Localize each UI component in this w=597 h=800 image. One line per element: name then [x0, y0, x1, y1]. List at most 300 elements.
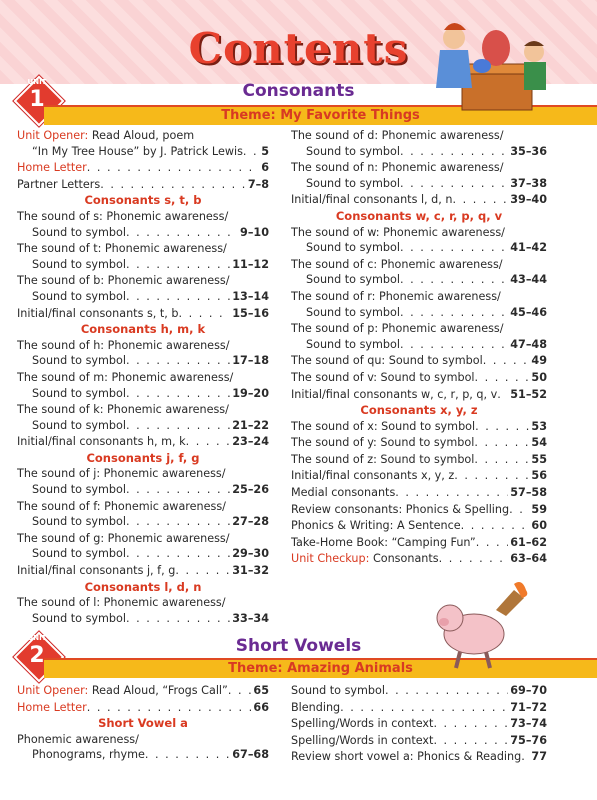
toc-entry	[17, 273, 269, 304]
toc-line	[291, 353, 547, 369]
page-number: 9–10	[240, 225, 269, 239]
toc-text	[291, 716, 433, 732]
toc-text	[291, 518, 461, 534]
toc-line	[291, 551, 547, 567]
page-number: 23–24	[232, 435, 269, 449]
toc-text	[306, 240, 400, 256]
toc-red-label: Unit Opener:	[17, 684, 89, 697]
toc-text	[17, 242, 227, 255]
page-number: 63–64	[510, 552, 547, 566]
toc-line-text: The sound of c: Phonemic awareness/	[291, 257, 503, 271]
toc-line	[291, 502, 547, 518]
toc-line	[17, 273, 269, 289]
unit-1-badge-number: 1	[29, 87, 45, 112]
section-heading: Consonants s, t, b	[84, 193, 202, 208]
toc-text	[17, 733, 139, 746]
toc-line	[17, 289, 269, 305]
toc-entry	[291, 370, 547, 386]
toc-text	[32, 225, 126, 241]
children-toy-chest-illustration	[432, 8, 557, 116]
toc-line	[291, 321, 547, 337]
dot-leader	[452, 192, 508, 208]
dot-leader	[433, 716, 508, 732]
dot-leader	[126, 225, 238, 241]
toc-line	[17, 128, 269, 144]
dot-leader	[400, 337, 508, 353]
toc-line-text: Read Aloud, “Frogs Call”	[91, 684, 228, 697]
toc-entry	[17, 306, 269, 322]
toc-line	[291, 733, 547, 749]
toc-line-text: Sound to symbol	[32, 354, 126, 368]
toc-entry	[291, 700, 547, 716]
toc-line-text: Take-Home Book: “Camping Fun”	[291, 535, 476, 549]
unit-2-badge-number: 2	[29, 643, 45, 668]
toc-line	[17, 160, 269, 176]
toc-line-text: Phonemic awareness/	[17, 732, 139, 746]
page-number: 51–52	[510, 387, 547, 401]
toc-text	[291, 749, 521, 765]
toc-entry	[17, 209, 269, 240]
toc-line-text: Sound to symbol	[306, 144, 400, 158]
toc-line-text: The sound of t: Phonemic awareness/	[17, 242, 227, 256]
dot-leader	[433, 733, 508, 749]
page-number: 55	[531, 452, 547, 466]
dot-leader	[340, 700, 508, 716]
toc-line	[291, 452, 547, 468]
page-number: 25–26	[232, 483, 269, 497]
toc-entry	[17, 499, 269, 530]
dot-leader	[126, 418, 230, 434]
page-number: 37–38	[510, 176, 547, 190]
page-number: 66	[253, 700, 269, 714]
toc-line-text: Sound to symbol	[32, 515, 126, 529]
toc-line	[291, 749, 547, 765]
dot-leader	[400, 240, 508, 256]
dot-leader	[126, 386, 230, 402]
toc-entry	[17, 128, 269, 159]
toc-line	[17, 353, 269, 369]
toc-text	[32, 482, 126, 498]
toc-text	[32, 747, 145, 763]
page-number: 41–42	[510, 241, 547, 255]
dot-leader	[179, 306, 231, 322]
toc-line	[291, 468, 547, 484]
dot-leader	[497, 387, 508, 403]
page-number: 49	[531, 354, 547, 368]
toc-line	[17, 611, 269, 627]
toc-line	[17, 546, 269, 562]
page-number: 35–36	[510, 144, 547, 158]
section-heading: Consonants l, d, n	[84, 579, 202, 594]
toc-line	[17, 563, 269, 579]
toc-entry	[17, 732, 269, 763]
toc-line	[291, 700, 547, 716]
toc-line	[17, 466, 269, 482]
toc-entry	[291, 353, 547, 369]
toc-line	[291, 435, 547, 451]
toc-line-text: Spelling/Words in context	[291, 717, 434, 731]
toc-line-text: Sound to symbol	[32, 257, 126, 271]
toc-line	[17, 386, 269, 402]
unit-2-right-column	[291, 683, 547, 766]
toc-text	[306, 144, 400, 160]
dot-leader	[400, 272, 508, 288]
toc-line	[17, 747, 269, 763]
toc-line	[291, 535, 547, 551]
toc-line	[17, 514, 269, 530]
toc-text	[17, 532, 230, 545]
toc-line-text: “In My Tree House” by J. Patrick Lewis	[32, 144, 243, 158]
toc-line	[17, 241, 269, 257]
section-heading: Short Vowel a	[98, 716, 188, 731]
toc-line-text: Sound to symbol	[32, 289, 126, 303]
toc-line	[17, 499, 269, 515]
toc-text	[17, 434, 186, 450]
page-number: 65	[253, 684, 269, 697]
toc-line-text: Sound to symbol	[306, 273, 400, 287]
toc-text	[291, 502, 509, 518]
toc-text	[32, 257, 126, 273]
dot-leader	[509, 502, 529, 518]
toc-line	[291, 192, 547, 208]
toc-line-text: The sound of x: Sound to symbol	[291, 419, 476, 433]
dot-leader	[100, 177, 246, 193]
toc-line	[17, 225, 269, 241]
dot-leader	[461, 518, 530, 534]
page-number: 27–28	[232, 515, 269, 529]
toc-text	[291, 322, 504, 335]
page-number: 13–14	[232, 289, 269, 303]
toc-line-text: Review consonants: Phonics & Spelling	[291, 502, 510, 516]
toc-text	[32, 611, 126, 627]
toc-line	[17, 257, 269, 273]
toc-line-text: Sound to symbol	[291, 684, 385, 697]
toc-entry	[17, 160, 269, 176]
toc-line-text: Blending	[291, 700, 341, 714]
dot-leader	[243, 144, 259, 160]
toc-line	[291, 485, 547, 501]
toc-text	[291, 161, 504, 174]
toc-line-text: The sound of s: Phonemic awareness/	[17, 209, 229, 223]
toc-text	[291, 551, 439, 567]
toc-line-text: Sound to symbol	[32, 418, 126, 432]
toc-line	[17, 370, 269, 386]
toc-line	[17, 418, 269, 434]
page-number: 31–32	[232, 564, 269, 578]
dot-leader	[475, 370, 530, 386]
dot-leader	[126, 514, 230, 530]
page-number: 75–76	[510, 733, 547, 747]
toc-line	[291, 272, 547, 288]
toc-text	[17, 563, 175, 579]
toc-text	[291, 683, 385, 699]
page-number: 45–46	[510, 305, 547, 319]
toc-line	[17, 144, 269, 160]
toc-entry	[291, 551, 547, 567]
toc-line-text: Initial/final consonants s, t, b	[17, 306, 179, 320]
dot-leader	[385, 683, 508, 699]
dot-leader	[126, 482, 230, 498]
toc-line-text: Sound to symbol	[306, 305, 400, 319]
toc-line-text: The sound of f: Phonemic awareness/	[17, 499, 226, 513]
page-number: 43–44	[510, 273, 547, 287]
toc-red-label: Unit Checkup:	[291, 552, 370, 566]
toc-text	[306, 176, 400, 192]
toc-text	[306, 305, 400, 321]
toc-line	[17, 177, 269, 193]
section-heading: Consonants j, f, g	[86, 450, 200, 465]
toc-text	[32, 514, 126, 530]
toc-text	[291, 353, 483, 369]
toc-text	[17, 700, 87, 716]
toc-text	[17, 160, 87, 176]
page-number: 29–30	[232, 547, 269, 561]
unit-1-badge-label: UNIT	[27, 78, 47, 86]
toc-line-text: The sound of w: Phonemic awareness/	[291, 225, 505, 239]
toc-red-label: Home Letter	[17, 700, 87, 714]
toc-line	[291, 289, 547, 305]
toc-line	[291, 240, 547, 256]
toc-line	[17, 402, 269, 418]
page-number: 69–70	[510, 684, 547, 697]
page-number: 53	[531, 419, 547, 433]
page-number: 56	[531, 469, 547, 483]
page-number: 19–20	[232, 386, 269, 400]
toc-entry	[291, 518, 547, 534]
toc-line	[291, 419, 547, 435]
toc-red-label: Unit Opener:	[17, 129, 89, 142]
toc-text	[306, 337, 400, 353]
page-number: 47–48	[510, 337, 547, 351]
toc-entry	[291, 160, 547, 191]
toc-line-text: Sound to symbol	[32, 225, 126, 239]
dot-leader	[126, 611, 230, 627]
pig-with-torch-illustration	[426, 582, 536, 672]
dot-leader	[439, 551, 509, 567]
toc-line	[291, 518, 547, 534]
toc-entry	[17, 370, 269, 401]
toc-line-text: The sound of g: Phonemic awareness/	[17, 531, 230, 545]
toc-line-text: Initial/final consonants j, f, g	[17, 564, 176, 578]
toc-entry	[291, 502, 547, 518]
toc-line	[291, 128, 547, 144]
dot-leader	[400, 176, 508, 192]
page-number: 7–8	[247, 177, 269, 191]
toc-text	[17, 371, 233, 384]
dot-leader	[476, 535, 509, 551]
dot-leader	[126, 353, 230, 369]
toc-entry	[291, 128, 547, 159]
page-number: 73–74	[510, 717, 547, 731]
toc-line-text: Consonants	[372, 552, 439, 566]
toc-entry	[17, 177, 269, 193]
toc-line	[17, 683, 269, 699]
toc-line	[17, 700, 269, 716]
toc-entry	[291, 225, 547, 256]
toc-entry	[17, 531, 269, 562]
toc-line	[291, 144, 547, 160]
dot-leader	[145, 747, 230, 763]
page-number: 15–16	[232, 306, 269, 320]
toc-entry	[17, 595, 269, 626]
toc-line-text: Review short vowel a: Phonics & Reading	[291, 750, 522, 764]
toc-line	[17, 482, 269, 498]
toc-text	[17, 339, 230, 352]
page-number: 57–58	[510, 486, 547, 500]
toc-line-text: Medial consonants	[291, 486, 396, 500]
toc-text	[17, 129, 194, 142]
toc-entry	[291, 452, 547, 468]
toc-line-text: Spelling/Words in context	[291, 733, 434, 747]
toc-entry	[291, 468, 547, 484]
toc-text	[17, 210, 228, 223]
dot-leader	[475, 419, 529, 435]
toc-line-text: The sound of p: Phonemic awareness/	[291, 322, 504, 336]
toc-entry	[17, 402, 269, 433]
toc-text	[291, 468, 454, 484]
dot-leader	[126, 289, 230, 305]
toc-text	[17, 683, 228, 699]
toc-line-text: The sound of n: Phonemic awareness/	[291, 161, 504, 175]
toc-text	[291, 700, 340, 716]
page-number: 39–40	[510, 193, 547, 207]
dot-leader	[483, 353, 530, 369]
toc-text	[17, 177, 100, 193]
unit-2-left-column	[17, 683, 269, 764]
toc-line-text: The sound of d: Phonemic awareness/	[291, 129, 504, 142]
dot-leader	[474, 435, 529, 451]
toc-line-text: The sound of l: Phonemic awareness/	[17, 596, 226, 610]
page-number: 71–72	[510, 700, 547, 714]
dot-leader	[395, 485, 508, 501]
page-title: Contents	[188, 24, 409, 73]
toc-text	[291, 485, 395, 501]
toc-line	[17, 209, 269, 225]
toc-line-text: Sound to symbol	[32, 483, 126, 497]
toc-line-text: The sound of m: Phonemic awareness/	[17, 370, 234, 384]
toc-text	[17, 500, 226, 513]
toc-line-text: Sound to symbol	[306, 337, 400, 351]
toc-line	[291, 176, 547, 192]
toc-text	[291, 290, 501, 303]
toc-entry	[291, 485, 547, 501]
toc-line-text: Sound to symbol	[306, 241, 400, 255]
unit-2-name: Short Vowels	[235, 636, 362, 656]
toc-text	[32, 144, 243, 160]
page-number: 17–18	[232, 354, 269, 368]
section-heading: Consonants x, y, z	[360, 403, 478, 418]
page-number: 61–62	[510, 535, 547, 549]
toc-entry	[17, 700, 269, 716]
unit-2-theme: Theme: Amazing Animals	[228, 661, 413, 676]
unit-1-theme: Theme: My Favorite Things	[221, 108, 420, 123]
toc-entry	[291, 535, 547, 551]
toc-text	[17, 467, 226, 480]
toc-entry	[291, 733, 547, 749]
dot-leader	[454, 468, 529, 484]
toc-text	[32, 418, 126, 434]
toc-text	[291, 535, 476, 551]
page-number: 5	[261, 144, 269, 158]
dot-leader	[400, 144, 508, 160]
page-number: 54	[531, 436, 547, 450]
toc-line	[291, 225, 547, 241]
toc-line-text: Sound to symbol	[32, 547, 126, 561]
toc-entry	[291, 289, 547, 320]
dot-leader	[126, 546, 230, 562]
section-heading: Consonants h, m, k	[80, 322, 206, 337]
toc-text	[32, 546, 126, 562]
page-number: 59	[531, 502, 547, 516]
page-number: 50	[531, 370, 547, 384]
toc-text	[291, 226, 505, 239]
toc-text	[32, 289, 126, 305]
toc-line-text: The sound of k: Phonemic awareness/	[17, 403, 229, 417]
toc-text	[291, 435, 474, 451]
page-number: 67–68	[232, 748, 269, 762]
toc-line-text: Initial/final consonants l, d, n	[291, 193, 453, 207]
toc-entry	[291, 419, 547, 435]
unit-2-badge-label: UNIT	[27, 634, 47, 642]
toc-entry	[291, 257, 547, 288]
toc-line	[291, 387, 547, 403]
toc-line-text: The sound of qu: Sound to symbol	[291, 354, 483, 368]
toc-line-text: The sound of z: Sound to symbol	[291, 452, 475, 466]
toc-text	[32, 353, 126, 369]
toc-entry	[291, 749, 547, 765]
toc-line	[291, 716, 547, 732]
toc-line-text: Sound to symbol	[32, 611, 126, 625]
toc-red-label: Home Letter	[17, 161, 87, 175]
toc-line-text: The sound of b: Phonemic awareness/	[17, 274, 230, 288]
dot-leader	[87, 160, 259, 176]
toc-line	[17, 531, 269, 547]
toc-line-text: Sound to symbol	[306, 176, 400, 190]
page-number: 21–22	[232, 418, 269, 432]
toc-entry	[17, 241, 269, 272]
toc-entry	[291, 192, 547, 208]
dot-leader	[186, 434, 231, 450]
toc-line-text: Read Aloud, poem	[91, 129, 195, 142]
toc-text	[291, 129, 504, 142]
toc-line-text: The sound of v: Sound to symbol	[291, 370, 475, 384]
dot-leader	[87, 700, 252, 716]
dot-leader	[175, 563, 230, 579]
toc-line-text: Sound to symbol	[32, 386, 126, 400]
toc-line	[291, 370, 547, 386]
toc-line	[17, 306, 269, 322]
toc-line	[17, 338, 269, 354]
dot-leader	[228, 683, 252, 699]
toc-line-text: The sound of h: Phonemic awareness/	[17, 338, 230, 352]
dot-leader	[126, 257, 230, 273]
toc-line-text: Initial/final consonants w, c, r, p, q, v	[291, 387, 498, 401]
toc-text	[17, 306, 179, 322]
page-number: 77	[531, 750, 547, 764]
page-number: 11–12	[232, 257, 269, 271]
toc-line	[17, 732, 269, 748]
unit-1-name: Consonants	[242, 81, 355, 101]
toc-line	[291, 337, 547, 353]
toc-entry	[17, 563, 269, 579]
toc-text	[291, 192, 452, 208]
toc-line-text: Initial/final consonants h, m, k	[17, 435, 186, 449]
toc-text	[17, 596, 226, 609]
toc-entry	[291, 683, 547, 699]
toc-line-text: The sound of y: Sound to symbol	[291, 436, 475, 450]
unit-1-left-column	[17, 128, 269, 627]
toc-text	[17, 274, 230, 287]
